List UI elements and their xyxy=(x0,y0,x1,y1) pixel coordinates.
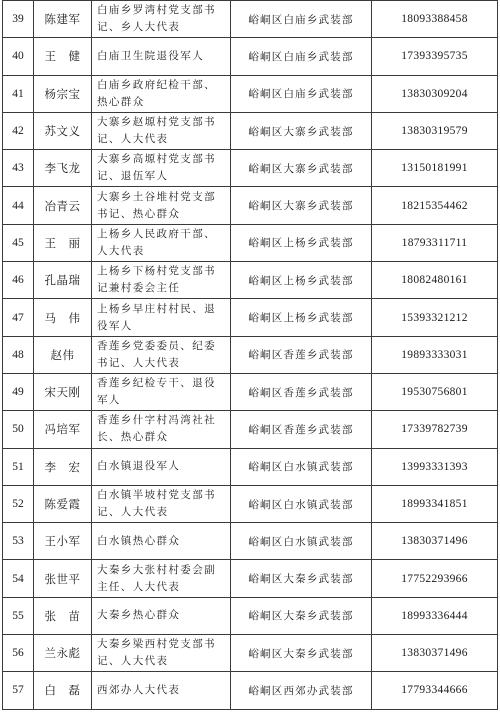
unit-name: 峪峒区白庙乡武装部 xyxy=(231,1,372,38)
unit-name: 峪峒区大秦乡武装部 xyxy=(231,635,372,672)
unit-name: 峪峒区大秦乡武装部 xyxy=(231,560,372,597)
table-row xyxy=(3,523,498,560)
row-number: 41 xyxy=(3,75,34,112)
unit-name: 峪峒区白庙乡武装部 xyxy=(231,38,372,75)
phone-number: 18793311711 xyxy=(372,224,498,261)
person-name: 赵伟 xyxy=(34,336,92,373)
table-row xyxy=(3,411,498,448)
person-name: 李 宏 xyxy=(34,448,92,485)
row-number: 44 xyxy=(3,187,34,224)
table-row xyxy=(3,75,498,112)
person-name: 宋天刚 xyxy=(34,373,92,410)
phone-number: 18082480161 xyxy=(372,262,498,299)
unit-name: 峪峒区白庙乡武装部 xyxy=(231,75,372,112)
unit-name: 峪峒区大寨乡武装部 xyxy=(231,187,372,224)
person-name: 杨宗宝 xyxy=(34,75,92,112)
phone-number: 13830371496 xyxy=(372,523,498,560)
phone-number: 13830309204 xyxy=(372,75,498,112)
phone-number: 17752293966 xyxy=(372,560,498,597)
table-row xyxy=(3,373,498,410)
table-row xyxy=(3,597,498,634)
phone-number: 13150181991 xyxy=(372,150,498,187)
unit-name: 峪峒区西郊办武装部 xyxy=(231,672,372,709)
row-number: 47 xyxy=(3,299,34,336)
row-number: 40 xyxy=(3,38,34,75)
page xyxy=(2,0,498,710)
person-name: 兰永彪 xyxy=(34,635,92,672)
table-row xyxy=(3,485,498,522)
person-role: 大寨乡高塬村党支部书记、退伍军人 xyxy=(92,150,231,187)
phone-number: 15393321212 xyxy=(372,299,498,336)
person-role: 白水镇半坡村党支部书记、人大代表 xyxy=(92,485,231,522)
table-row xyxy=(3,672,498,709)
unit-name: 峪峒区大寨乡武装部 xyxy=(231,150,372,187)
row-number: 50 xyxy=(3,411,34,448)
phone-number: 18215354462 xyxy=(372,187,498,224)
unit-name: 峪峒区白水镇武装部 xyxy=(231,523,372,560)
row-number: 46 xyxy=(3,262,34,299)
person-role: 西郊办人大代表 xyxy=(92,672,231,709)
row-number: 55 xyxy=(3,597,34,634)
row-number: 42 xyxy=(3,112,34,149)
unit-name: 峪峒区香莲乡武装部 xyxy=(231,336,372,373)
row-number: 43 xyxy=(3,150,34,187)
person-role: 白水镇热心群众 xyxy=(92,523,231,560)
row-number: 39 xyxy=(3,1,34,38)
unit-name: 峪峒区上杨乡武装部 xyxy=(231,262,372,299)
person-role: 大秦乡大张村村委会副主任、人大代表 xyxy=(92,560,231,597)
phone-number: 13830371496 xyxy=(372,635,498,672)
unit-name: 峪峒区香莲乡武装部 xyxy=(231,373,372,410)
row-number: 57 xyxy=(3,672,34,709)
phone-number: 19530756801 xyxy=(372,373,498,410)
row-number: 48 xyxy=(3,336,34,373)
unit-name: 峪峒区上杨乡武装部 xyxy=(231,224,372,261)
table-row xyxy=(3,635,498,672)
phone-number: 18093388458 xyxy=(372,1,498,38)
row-number: 51 xyxy=(3,448,34,485)
person-name: 孔晶瑞 xyxy=(34,262,92,299)
unit-name: 峪峒区大秦乡武装部 xyxy=(231,597,372,634)
row-number: 52 xyxy=(3,485,34,522)
table-row xyxy=(3,560,498,597)
person-role: 香莲乡纪检专干、退役军人 xyxy=(92,373,231,410)
person-name: 苏文义 xyxy=(34,112,92,149)
person-name: 张 苗 xyxy=(34,597,92,634)
table-row xyxy=(3,262,498,299)
person-name: 陈爱霞 xyxy=(34,485,92,522)
unit-name: 峪峒区白水镇武装部 xyxy=(231,485,372,522)
phone-number: 17339782739 xyxy=(372,411,498,448)
table-row xyxy=(3,224,498,261)
phone-number: 17793344666 xyxy=(372,672,498,709)
table-row xyxy=(3,150,498,187)
person-name: 王小军 xyxy=(34,523,92,560)
table-row xyxy=(3,336,498,373)
person-name: 王 丽 xyxy=(34,224,92,261)
table-row xyxy=(3,187,498,224)
person-name: 白 磊 xyxy=(34,672,92,709)
row-number: 56 xyxy=(3,635,34,672)
person-name: 李飞龙 xyxy=(34,150,92,187)
unit-name: 峪峒区白水镇武装部 xyxy=(231,448,372,485)
table-row xyxy=(3,448,498,485)
row-number: 53 xyxy=(3,523,34,560)
person-role: 香莲乡党委委员、纪委书记、人大代表 xyxy=(92,336,231,373)
person-role: 大寨乡土谷堆村党支部书记、热心群众 xyxy=(92,187,231,224)
person-role: 大寨乡赵塬村党支部书记、人大代表 xyxy=(92,112,231,149)
person-role: 上杨乡下杨村党支部书记兼村委会主任 xyxy=(92,262,231,299)
unit-name: 峪峒区香莲乡武装部 xyxy=(231,411,372,448)
person-name: 陈建军 xyxy=(34,1,92,38)
phone-number: 13830319579 xyxy=(372,112,498,149)
person-role: 大秦乡梁西村党支部书记、人大代表 xyxy=(92,635,231,672)
person-role: 上杨乡人民政府干部、人大代表 xyxy=(92,224,231,261)
person-role: 白庙乡罗湾村党支部书记、乡人大代表 xyxy=(92,1,231,38)
person-role: 白水镇退役军人 xyxy=(92,448,231,485)
unit-name: 峪峒区上杨乡武装部 xyxy=(231,299,372,336)
table-row xyxy=(3,38,498,75)
person-name: 冶青云 xyxy=(34,187,92,224)
phone-number: 19893333031 xyxy=(372,336,498,373)
person-name: 张世平 xyxy=(34,560,92,597)
phone-number: 18993336444 xyxy=(372,597,498,634)
phone-number: 13993331393 xyxy=(372,448,498,485)
unit-name: 峪峒区大寨乡武装部 xyxy=(231,112,372,149)
person-name: 冯培军 xyxy=(34,411,92,448)
person-name: 王 健 xyxy=(34,38,92,75)
person-role: 大秦乡热心群众 xyxy=(92,597,231,634)
person-role: 白庙乡政府纪检干部、热心群众 xyxy=(92,75,231,112)
row-number: 49 xyxy=(3,373,34,410)
person-role: 白庙卫生院退役军人 xyxy=(92,38,231,75)
person-role: 上杨乡早庄村村民、退役军人 xyxy=(92,299,231,336)
person-name: 马 伟 xyxy=(34,299,92,336)
row-number: 54 xyxy=(3,560,34,597)
contact-table xyxy=(2,0,498,710)
table-row xyxy=(3,112,498,149)
phone-number: 17393395735 xyxy=(372,38,498,75)
table-body xyxy=(3,1,498,710)
phone-number: 18993341851 xyxy=(372,485,498,522)
table-row xyxy=(3,299,498,336)
row-number: 45 xyxy=(3,224,34,261)
person-role: 香莲乡什字村冯湾社社长、热心群众 xyxy=(92,411,231,448)
table-row xyxy=(3,1,498,38)
